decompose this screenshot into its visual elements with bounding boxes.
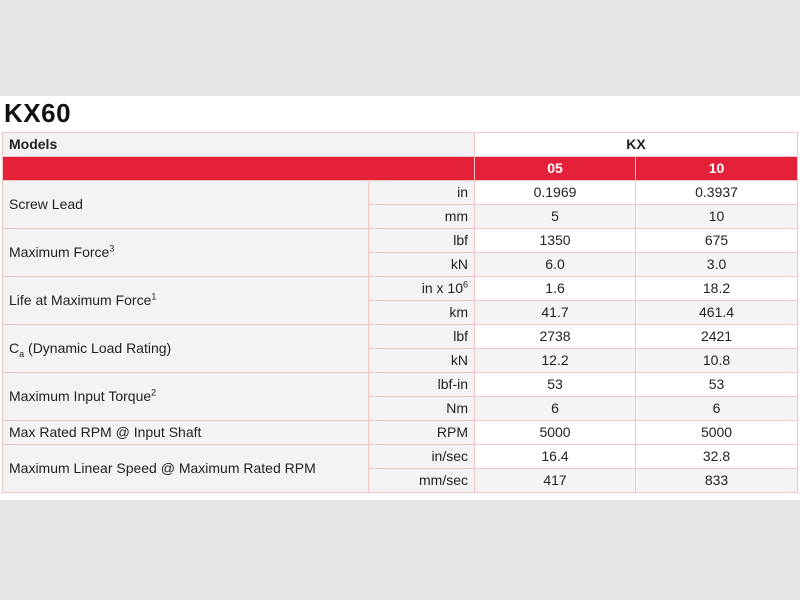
page-title: KX60 <box>4 98 72 128</box>
value-cell: 32.8 <box>636 445 798 469</box>
value-cell: 417 <box>475 469 636 493</box>
value-cell: 1.6 <box>475 277 636 301</box>
value-cell: 461.4 <box>636 301 798 325</box>
unit-cell: km <box>369 301 475 325</box>
param-label <box>3 445 369 493</box>
param-label <box>3 421 369 445</box>
value-cell: 5000 <box>636 421 798 445</box>
value-cell: 6 <box>475 397 636 421</box>
param-text: C <box>9 340 20 356</box>
param-text-rest: (Dynamic Load Rating) <box>24 340 172 356</box>
value-cell: 0.3937 <box>636 181 798 205</box>
unit-cell: mm <box>369 205 475 229</box>
unit-cell: lbf <box>369 229 475 253</box>
param-label <box>3 373 369 421</box>
table-row <box>3 325 798 349</box>
spec-table <box>2 132 798 493</box>
value-cell: 10.8 <box>636 349 798 373</box>
value-cell: 10 <box>636 205 798 229</box>
footnote-mark: 2 <box>151 387 157 398</box>
unit-cell: in/sec <box>369 445 475 469</box>
models-label: Models <box>3 133 475 157</box>
model-code-row <box>3 157 798 181</box>
model-code-10: 10 <box>636 157 798 181</box>
unit-cell: in <box>369 181 475 205</box>
table-row <box>3 277 798 301</box>
value-cell: 12.2 <box>475 349 636 373</box>
value-cell: 2421 <box>636 325 798 349</box>
unit-cell: mm/sec <box>369 469 475 493</box>
value-cell: 6.0 <box>475 253 636 277</box>
model-code-spacer <box>3 157 475 181</box>
unit-cell: lbf <box>369 325 475 349</box>
value-cell: 5000 <box>475 421 636 445</box>
param-text: Max Rated RPM @ Input Shaft <box>9 424 202 440</box>
footnote-mark: 3 <box>109 243 115 254</box>
unit-exponent: 6 <box>463 279 469 290</box>
unit-text: in x 10 <box>421 280 463 296</box>
param-text: Life at Maximum Force <box>9 292 152 308</box>
table-row <box>3 421 798 445</box>
unit-cell: kN <box>369 349 475 373</box>
unit-cell <box>369 277 475 301</box>
value-cell: 53 <box>475 373 636 397</box>
value-cell: 6 <box>636 397 798 421</box>
unit-cell: lbf-in <box>369 373 475 397</box>
table-row <box>3 181 798 205</box>
value-cell: 675 <box>636 229 798 253</box>
param-text: Maximum Input Torque <box>9 388 152 404</box>
value-cell: 1350 <box>475 229 636 253</box>
value-cell: 41.7 <box>475 301 636 325</box>
header-row <box>3 133 798 157</box>
unit-cell: RPM <box>369 421 475 445</box>
footnote-mark: 1 <box>151 291 157 302</box>
value-cell: 0.1969 <box>475 181 636 205</box>
table-row <box>3 445 798 469</box>
value-cell: 5 <box>475 205 636 229</box>
param-text: Screw Lead <box>9 196 83 212</box>
value-cell: 833 <box>636 469 798 493</box>
value-cell: 2738 <box>475 325 636 349</box>
value-cell: 53 <box>636 373 798 397</box>
param-label <box>3 277 369 325</box>
value-cell: 18.2 <box>636 277 798 301</box>
param-subscript: a <box>19 348 25 359</box>
family-label: KX <box>475 133 798 157</box>
param-text: Maximum Force <box>9 244 110 260</box>
param-label <box>3 325 369 373</box>
unit-cell: Nm <box>369 397 475 421</box>
param-text: Maximum Linear Speed @ Maximum Rated RPM <box>9 460 316 476</box>
param-label <box>3 229 369 277</box>
table-row <box>3 373 798 397</box>
value-cell: 16.4 <box>475 445 636 469</box>
table-row <box>3 229 798 253</box>
model-code-05: 05 <box>475 157 636 181</box>
value-cell: 3.0 <box>636 253 798 277</box>
param-label <box>3 181 369 229</box>
unit-cell: kN <box>369 253 475 277</box>
